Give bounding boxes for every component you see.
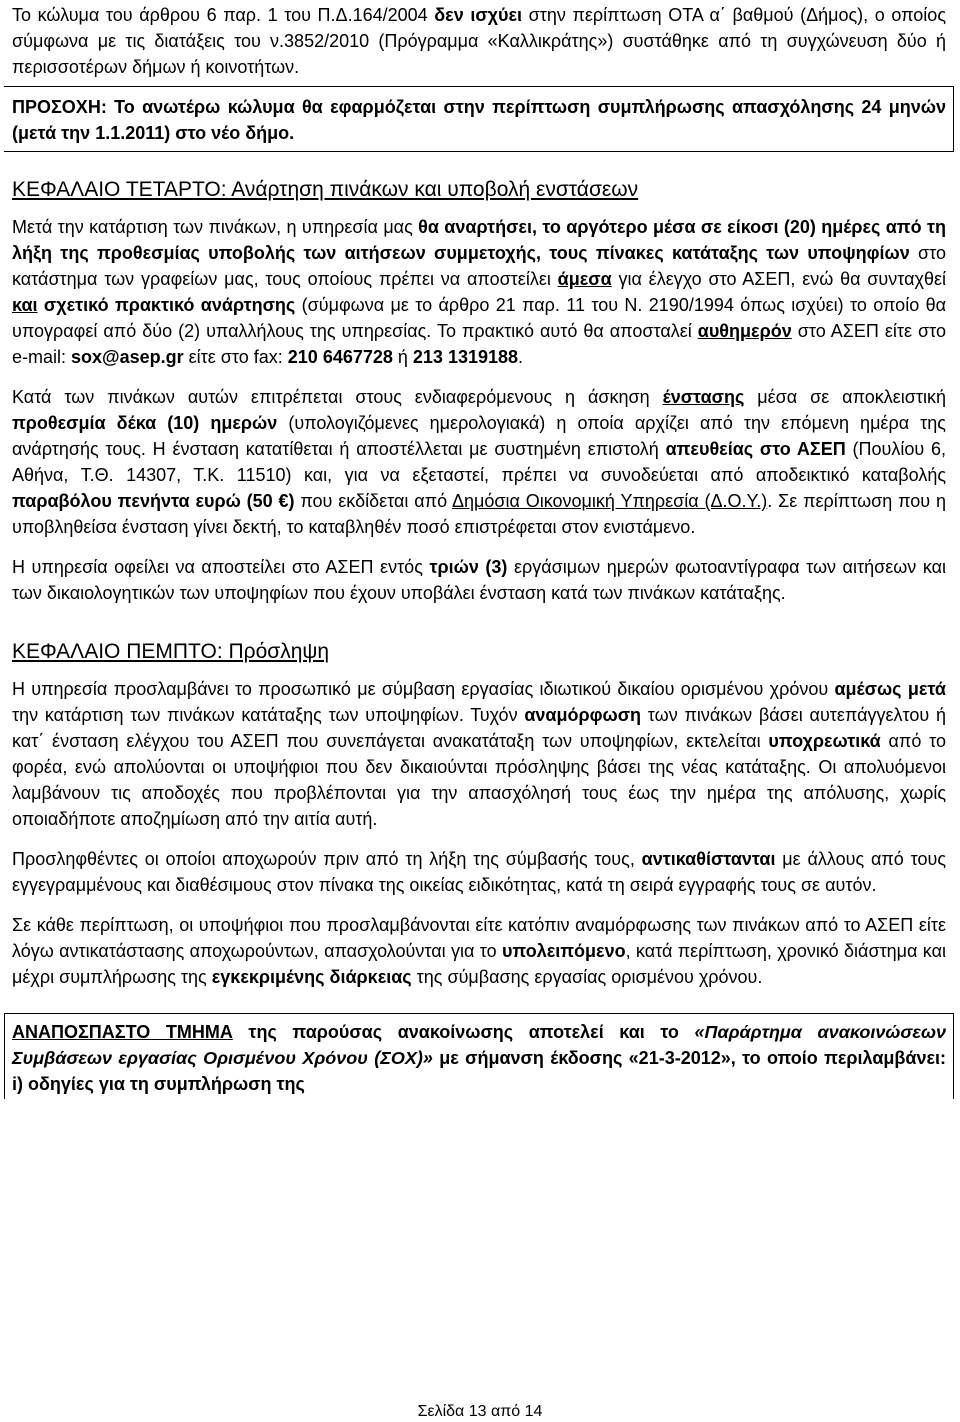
bold-span: σχετικό πρακτικό ανάρτησης — [43, 295, 296, 315]
bold-span: της παρούσας ανακοίνωσης αποτελεί και το — [232, 1022, 695, 1042]
intro-text-cont: στην περίπτωση ΟΤΑ α΄ βαθμού (Δήμος), ο οποίος σύμφωνα με τις διατάξεις του ν.3852/2010 (Πρόγραμμα «Καλλικράτης») συστάθηκε από τη συγχώνευση δύο ή περισσοτέρων δήμων ή κοινοτήτων. — [12, 5, 946, 77]
text-span: είτε στο fax: — [183, 347, 288, 367]
text-span: στο ΑΣΕΠ είτε στο e-mail: — [12, 321, 947, 367]
text-span: Προσληφθέντες οι οποίοι αποχωρούν πριν από τη λήξη της σύμβασής τους, — [12, 849, 642, 869]
bold-underline-span: άμεσα — [557, 269, 612, 289]
text-span: (υπολογιζόμενες ημερολογιακά) η οποία αρχίζει από την επόμενη ημέρα της ανάρτησής τους. Η ένσταση κατατίθεται ή αποστέλλεται με συστημένη επιστολή — [12, 413, 946, 459]
bold-span: αντικαθίστανται — [641, 849, 776, 869]
chapter5-paragraph-3 — [12, 912, 946, 990]
bold-underline-span: αυθημερόν — [697, 321, 792, 341]
bold-span: απευθείας στο ΑΣΕΠ — [665, 439, 846, 459]
annex-notice — [12, 1016, 946, 1097]
text-span: που εκδίδεται από — [294, 491, 452, 511]
chapter4-title: ΚΕΦΑΛΑΙΟ ΤΕΤΑΡΤΟ: Ανάρτηση πινάκων και υποβολή ενστάσεων — [12, 178, 639, 201]
chapter5-title: ΚΕΦΑΛΑΙΟ ΠΕΜΠΤΟ: Πρόσληψη — [12, 640, 330, 663]
page-number-footer: Σελίδα 13 από 14 — [417, 1403, 543, 1420]
bold-span: με σήμανση έκδοσης «21-3-2012», το οποίο περιλαμβάνει: i) οδηγίες για τη συμπλήρωση της — [12, 1048, 946, 1094]
text-span: , κατά περίπτωση, χρονικό διάστημα και μέχρι συμπλήρωσης της — [12, 941, 946, 987]
chapter4-paragraph-1 — [12, 214, 946, 370]
text-span: ή — [392, 347, 413, 367]
bold-underline-span: και — [12, 295, 38, 315]
chapter4-paragraph-3 — [12, 554, 946, 606]
text-span: Η υπηρεσία προσλαμβάνει το προσωπικό με σύμβαση εργασίας ιδιωτικού δικαίου ορισμένου χρόνου — [12, 679, 835, 699]
fax-number: 213 1319188 — [412, 347, 519, 367]
intro-paragraph — [12, 2, 946, 80]
text-span: (Πουλίου 6, Αθήνα, Τ.Θ. 14307, Τ.Κ. 11510) και, για να εξεταστεί, πρέπει να συνοδεύεται από αποδεικτικό καταβολής — [12, 439, 947, 485]
text-span: την κατάρτιση των πινάκων κατάταξης των υποψηφίων. Τυχόν — [12, 705, 525, 725]
bold-span: τριών (3) — [429, 557, 508, 577]
text-span: Κατά των πινάκων αυτών επιτρέπεται στους ενδιαφερόμενους η άσκηση — [12, 387, 663, 407]
text-span: για έλεγχο στο ΑΣΕΠ, ενώ θα συνταχθεί — [611, 269, 947, 289]
attention-note: ΠΡΟΣΟΧΗ: Το ανωτέρω κώλυμα θα εφαρμόζεται στην περίπτωση συμπλήρωσης απασχόλησης 24 μηνών (μετά την 1.1.2011) στο νέο δήμο. — [12, 94, 946, 146]
text-span: από το φορέα, ενώ απολύονται οι υποψήφιοι που δεν δικαιούνται πρόσληψης βάσει της νέας κατάταξης. Οι απολυόμενοι λαμβάνουν τις αποδοχές που προβλέπονται για την απασχόλησή τους έως την ημέρα της απόλυσης, χωρίς οποιαδήποτε αποζημίωση από την αιτία αυτή. — [12, 731, 946, 829]
fax-number: 210 6467728 — [287, 347, 393, 367]
text-span: Σε κάθε περίπτωση, οι υποψήφιοι που προσλαμβάνονται είτε κατόπιν αναμόρφωσης των πινάκων από το ΑΣΕΠ είτε λόγω αντικατάστασης αποχωρούντων, απασχολούνται για το — [12, 915, 946, 961]
chapter5-paragraph-1 — [12, 676, 946, 832]
text-span: (σύμφωνα με το άρθρο 21 παρ. 11 του Ν. 2190/1994 όπως ισχύει) το οποίο θα υπογραφεί από δύο (2) υπαλλήλους της υπηρεσίας. Το πρακτικό αυτό θα αποσταλεί — [12, 295, 946, 341]
bold-span: παραβόλου πενήντα ευρώ (50 €) — [12, 491, 295, 511]
bold-span: υποχρεωτικά — [768, 731, 881, 751]
text-span: με άλλους από τους εγγεγραμμένους και διαθέσιμους στον πίνακα της οικείας ειδικότητας, κατά τη σειρά εγγραφής τους σε αυτόν. — [12, 849, 946, 895]
bold-italic-span: «Παράρτημα ανακοινώσεων Συμβάσεων εργασίας Ορισμένου Χρόνου (ΣΟΧ)» — [12, 1022, 946, 1068]
text-span: . Σε περίπτωση που η υποβληθείσα ένσταση γίνει δεκτή, το καταβληθέν ποσό επιστρέφεται στον ενιστάμενο. — [12, 491, 946, 537]
text-span: εργάσιμων ημερών φωτοαντίγραφα των αιτήσεων και των δικαιολογητικών των υποψηφίων που έχουν υποβάλει ένσταση κατά των πινάκων κατάταξης. — [12, 557, 947, 603]
text-span: της σύμβασης εργασίας ορισμένου χρόνου. — [411, 967, 763, 987]
document-page — [12, 2, 946, 1097]
text-span: μέσα σε αποκλειστική — [744, 387, 946, 407]
text-span: Μετά την κατάρτιση των πινάκων, η υπηρεσία μας — [12, 217, 419, 237]
bold-span: εγκεκριμένης διάρκειας — [211, 967, 412, 987]
chapter5-paragraph-2 — [12, 846, 946, 898]
text-span: στο κατάστημα των γραφείων μας, τους οποίους πρέπει να αποστείλει — [12, 243, 946, 289]
bold-underline-span: ΑΝΑΠΟΣΠΑΣΤΟ ΤΜΗΜΑ — [12, 1022, 233, 1042]
text-span: των πινάκων βάσει αυτεπάγγελτου ή κατ΄ ένσταση ελέγχου του ΑΣΕΠ που συνεπάγεται ανακατάταξη των υποψηφίων, εκτελείται — [12, 705, 946, 751]
bold-span: προθεσμία δέκα (10) ημερών — [12, 413, 278, 433]
underline-span: Δημόσια Οικονομική Υπηρεσία (Δ.Ο.Υ.) — [451, 491, 768, 511]
chapter4-paragraph-2 — [12, 384, 946, 540]
bold-span: αμέσως μετά — [834, 679, 946, 699]
bold-span: υπολειπόμενο — [501, 941, 626, 961]
bold-span: θα αναρτήσει, το αργότερο μέσα σε είκοσι (20) ημέρες από τη λήξη της προθεσμίας υποβολής των αιτήσεων συμμετοχής, τους πίνακες κατάταξης των υποψηφίων — [12, 217, 946, 263]
bold-underline-span: ένστασης — [662, 387, 745, 407]
email-address[interactable]: sox@asep.gr — [71, 347, 184, 367]
intro-bold-text: δεν ισχύει — [434, 5, 523, 25]
bold-span: αναμόρφωση — [524, 705, 642, 725]
text-span: . — [518, 347, 524, 367]
intro-text: Το κώλυμα του άρθρου 6 παρ. 1 του Π.Δ.164/2004 — [12, 5, 435, 25]
text-span: Η υπηρεσία οφείλει να αποστείλει στο ΑΣΕΠ εντός — [12, 557, 430, 577]
